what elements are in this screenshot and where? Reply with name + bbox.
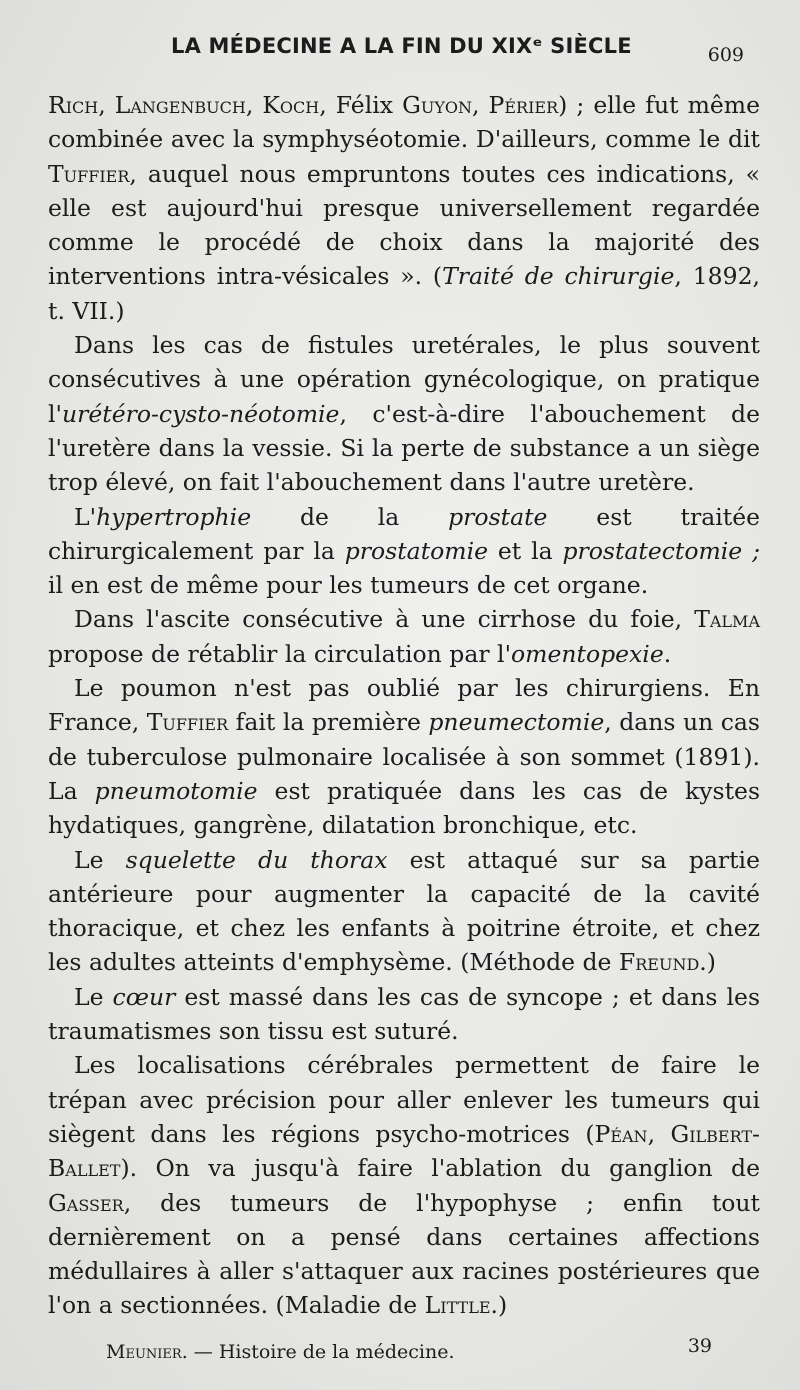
running-title: LA MÉDECINE A LA FIN DU XIXᵉ SIÈCLE <box>171 34 632 58</box>
small-caps-name: Gasser <box>48 1188 124 1217</box>
small-caps-name: Tuffier <box>146 708 229 737</box>
signature-title: . — Histoire de la médecine. <box>181 1341 455 1363</box>
italic-term: Traité de chirurgie <box>442 262 675 291</box>
text-run: ) ; elle fut même combinée avec la symphyséotomie. D'ailleurs, comme le dit <box>48 91 760 154</box>
text-run: Dans les cas de fistules uretérales, le plus souvent consécutives à une opération gynécologique, on pratique l' <box>48 331 760 428</box>
text-run: fait la première <box>228 708 429 737</box>
text-run: , <box>245 91 263 119</box>
text-run: Le poumon n'est pas oublié par les chirurgiens. En France, <box>48 674 760 737</box>
italic-term: omentopexie <box>511 639 664 668</box>
italic-term: urétéro-cysto-néotomie <box>61 399 340 428</box>
small-caps-name: Gilbert-Ballet <box>48 1119 760 1183</box>
text-run: Le <box>74 982 113 1011</box>
text-run: Le <box>74 845 126 874</box>
text-run: , 1892, t. VII.) <box>48 262 760 325</box>
paragraph <box>48 671 760 842</box>
text-run: . <box>663 639 672 668</box>
small-caps-name: Freund <box>618 948 700 977</box>
text-run: Dans l'ascite consécutive à une cirrhose du foie, <box>74 605 695 634</box>
printer-signature <box>106 1341 455 1363</box>
text-run: .) <box>490 1291 508 1320</box>
text-run: il en est de même pour les tumeurs de cet organe. <box>48 571 649 600</box>
text-run: , <box>98 91 115 119</box>
text-run: ). On va jusqu'à faire l'ablation du ganglion de <box>120 1154 760 1183</box>
text-run: Les localisations cérébrales permettent de faire le trépan avec précision pour aller enlever les tumeurs qui siègent dans les régions psycho-motrices ( <box>48 1051 760 1148</box>
small-caps-name: Koch <box>262 91 320 119</box>
text-run: et la <box>488 536 563 565</box>
paragraph <box>48 602 760 671</box>
paragraph <box>48 328 760 499</box>
small-caps-name: Little <box>424 1291 491 1320</box>
italic-term: pneumectomie <box>428 708 605 737</box>
small-caps-name: Langenbuch <box>114 91 246 119</box>
text-run: propose de rétablir la circulation par l' <box>48 639 512 668</box>
text-run: L' <box>74 502 97 531</box>
paragraph <box>48 88 760 328</box>
text-run: , auquel nous empruntons toutes ces indications, « elle est aujourd'hui presque universellement regardée comme le procédé de choix dans la majorité des interventions intra-vésicales ». ( <box>48 159 760 291</box>
text-run: .) <box>699 948 716 977</box>
text-run: est attaqué sur sa partie antérieure pour augmenter la capacité de la cavité thoracique, et chez les enfants à poitrine étroite, et chez les adultes atteints d'emphysème. (Méthode de <box>48 845 760 977</box>
page-header <box>0 34 800 70</box>
small-caps-name: Guyon <box>402 91 472 119</box>
paragraph <box>48 843 760 980</box>
paragraph <box>48 500 760 603</box>
italic-term: squelette du thorax <box>125 845 388 874</box>
italic-term: pneumotomie <box>94 776 258 805</box>
italic-term: cœur <box>112 982 176 1011</box>
paragraph <box>48 1048 760 1322</box>
page-footer <box>0 1335 800 1365</box>
small-caps-name: Rich <box>48 91 99 119</box>
text-run: est pratiquée dans les cas de kystes hydatiques, gangrène, dilatation bronchique, etc. <box>48 776 760 840</box>
small-caps-name: Périer <box>488 91 559 119</box>
signature-author: Meunier <box>106 1341 182 1363</box>
page-number: 609 <box>707 44 744 66</box>
small-caps-name: Talma <box>694 605 760 634</box>
text-run: , Félix <box>319 91 403 119</box>
text-run: , c'est-à-dire l'abouchement de l'uretère dans la vessie. Si la perte de substance a un siège trop élevé, on fait l'abouchement dans l'autre uretère. <box>48 399 760 497</box>
small-caps-name: Tuffier <box>48 159 130 188</box>
text-run: est traitée chirurgicalement par la <box>48 502 761 565</box>
italic-term: prostatomie <box>344 536 488 565</box>
paragraph <box>48 980 760 1049</box>
text-run: , dans un cas de tuberculose pulmonaire localisée à son sommet (1891). La <box>48 708 760 805</box>
body-text <box>48 88 760 1323</box>
signature-number: 39 <box>687 1335 712 1357</box>
italic-term: hypertrophie <box>96 502 252 531</box>
text-run: est massé dans les cas de syncope ; et dans les traumatismes son tissu est suturé. <box>48 982 761 1046</box>
text-run: , des tumeurs de l'hypophyse ; enfin tout dernièrement on a pensé dans certaines affections médullaires à aller s'attaquer aux racines postérieures que l'on a sectionnées. (Maladie de <box>48 1188 760 1320</box>
italic-term: prostate <box>448 502 548 531</box>
italic-term: prostatectomie ; <box>562 536 760 565</box>
small-caps-name: Péan <box>594 1119 648 1148</box>
text-run: , <box>472 91 489 119</box>
text-run: de la <box>251 502 449 531</box>
text-run: , <box>647 1119 671 1148</box>
